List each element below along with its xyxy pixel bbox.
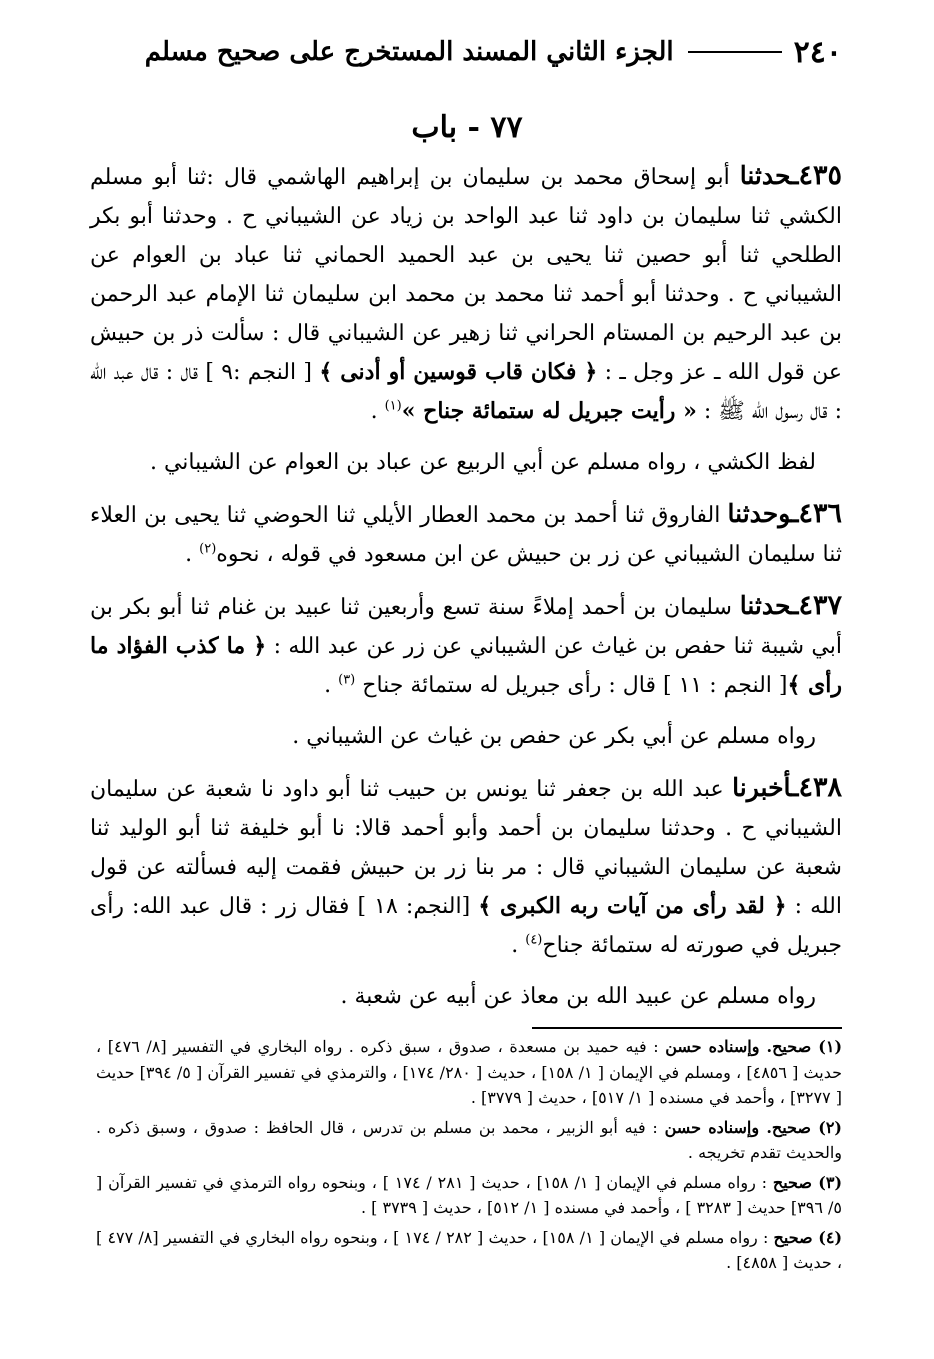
footnote-grade: صحيح: [772, 1172, 819, 1192]
footnote-text: : فيه أبو الزبير ، محمد بن مسلم بن تدرس ، قال الحافظ : صدوق ، وسبق ذكره . والحديث تقدم تخريجه .: [96, 1117, 842, 1162]
narration-word: ـأخبرنا: [732, 773, 799, 802]
page-number: ٢٤٠: [793, 34, 842, 70]
prophetic-quote: « رأيت جبريل له ستمائة جناح »: [401, 398, 697, 424]
quran-verse: ﴿ لقد رأى من آيات ربه الكبرى ﴾: [478, 893, 787, 919]
footnote-mark: (٣): [818, 1172, 843, 1192]
running-title: الجزء الثاني المسند المستخرج على صحيح مسلم: [144, 37, 674, 67]
chapter-title: ٧٧ - باب: [411, 110, 523, 145]
main-text: [90, 156, 842, 1028]
footnote-mark: (١): [818, 1037, 843, 1056]
header-rule: [688, 51, 782, 53]
hadith-number: ٤٣٦: [798, 498, 842, 529]
hadith-438: [90, 768, 842, 965]
reference-text: [ النجم :٩ ] قال : قال عبد الله : قال رسول الله ﷺ :: [90, 360, 842, 424]
footnote-marker[interactable]: (٢): [199, 541, 217, 557]
hadith-number: ٤٣٥: [798, 160, 842, 191]
end-mark: .: [511, 933, 526, 958]
footnote-marker[interactable]: (٣): [338, 672, 356, 688]
footnote-grade: صحيح. وإسناده حسن: [665, 1037, 819, 1056]
isnad-text: الفاروق ثنا أحمد بن محمد العطار الأيلي ثنا الحوضي ثنا يحيى بن العلاء ثنا سليمان الشيباني عن زر بن حبيش عن ابن مسعود في قوله ، نحوه: [90, 503, 842, 567]
reference-text: [ النجم : ١١ ] قال : رأى جبريل له ستمائة جناح: [355, 673, 788, 698]
note-438: رواه مسلم عن عبيد الله بن معاذ عن أبيه عن شعبة .: [340, 984, 816, 1009]
footnote-separator: [532, 1027, 842, 1029]
footnote-grade: صحيح. وإسناده حسن: [664, 1117, 819, 1137]
footnote-3: [96, 1170, 842, 1221]
isnad-text: أبو إسحاق محمد بن سليمان بن إبراهيم الهاشمي قال :ثنا أبو مسلم الكشي ثنا سليمان بن داود ثنا عبد الواحد بن زياد عن الشيباني ح . وحدثنا أبو بكر الطلحي ثنا أبو حصين ثنا يحيى بن عبد الحميد الحماني ثنا عباد بن العوام عن الشيباني ح . وحدثنا أبو أحمد ثنا محمد بن محمد ابن سليمان ثنا الإمام عبد الرحمن بن عبد الرحيم بن المستام الحراني ثنا زهير عن الشيباني قال : سألت ذر بن حبيش عن قول الله ـ عز وجل ـ :: [90, 165, 842, 385]
footnote-4: [96, 1225, 842, 1276]
footnote-marker[interactable]: (١): [384, 398, 402, 414]
note-437: رواه مسلم عن أبي بكر عن حفص بن غياث عن الشيباني .: [292, 724, 816, 749]
footnote-mark: (٤): [818, 1227, 843, 1247]
isnad-text: سليمان بن أحمد إملاءً سنة تسع وأربعين ثنا عبيد بن غنام ثنا أبو بكر بن أبي شيبة ثنا حفص بن غياث عن الشيباني عن زر عن عبد الله :: [90, 595, 843, 659]
quran-verse: ﴿ ما كذب الفؤاد ما رأى ﴾: [90, 633, 842, 698]
footnote-text: : رواه مسلم في الإيمان [ ١/ ١٥٨] ، حديث [ ٢٨٢ / ١٧٤ ] ، وبنحوه رواه البخاري في التفسير [٨/ ٤٧٧ ] ، حديث [ ٤٨٥٨] .: [96, 1227, 842, 1272]
hadith-number: ٤٣٨: [798, 772, 842, 803]
footnote-text: : رواه مسلم في الإيمان [ ١/ ١٥٨] ، حديث [ ٢٨١ / ١٧٤ ] ، وبنحوه رواه الترمذي في تفسير القرآن [ ٥/ ٣٩٦] حديث [ ٣٢٨٣ ] ، وأحمد في مسنده [ ١/ ٥١٢] ، حديث [ ٣٧٣٩ ] .: [96, 1172, 842, 1217]
hadith-436: [90, 494, 842, 574]
narration-word: ـوحدثنا: [727, 499, 799, 528]
footnote-marker[interactable]: (٤): [525, 932, 543, 948]
footnote-grade: صحيح: [773, 1227, 819, 1247]
hadith-number: ٤٣٧: [798, 590, 842, 621]
end-mark: .: [370, 399, 385, 424]
footnotes: [96, 1034, 842, 1280]
narration-word: ـحدثنا: [739, 591, 799, 620]
hadith-437: [90, 586, 842, 705]
narration-word: ـحدثنا: [739, 161, 799, 190]
reference-text: [النجم: ١٨ ] فقال زر : قال عبد الله: رأى جبريل في صورته له ستمائة جناح: [90, 894, 842, 958]
end-mark: .: [324, 673, 339, 698]
footnote-text: : فيه حميد بن مسعدة ، صدوق ، سبق ذكره . رواه البخاري في التفسير [٨/ ٤٧٦] ، حديث [ ٤٨٥٦] ، ومسلم في الإيمان [ ١/ ١٥٨] ، حديث [ ٢٨٠/ ١٧٤] ، والترمذي في تفسير القرآن [ ٥/ ٣٩٤] حديث [ ٣٢٧٧] ، وأحمد في مسنده [ ١/ ٥١٧] ، حديث [ ٣٧٧٩] .: [96, 1037, 843, 1107]
isnad-text: عبد الله بن جعفر ثنا يونس بن حبيب ثنا أبو داود نا شعبة عن سليمان الشيباني ح . وحدثنا سليمان بن أحمد وأبو أحمد قالا: نا أبو خليفة ثنا أبو الوليد ثنا شعبة عن سليمان الشيباني قال : مر بنا زر بن حبيش فقمت إليه فسألته عن قول الله :: [90, 777, 842, 919]
quran-verse: ﴿ فكان قاب قوسين أو أدنى ﴾: [319, 359, 598, 385]
footnote-1: [96, 1034, 842, 1111]
hadith-435: [90, 156, 842, 431]
page-header: [58, 30, 842, 74]
footnote-2: [96, 1115, 842, 1166]
footnote-mark: (٢): [818, 1117, 842, 1137]
note-435: لفظ الكشي ، رواه مسلم عن أبي الربيع عن عباد بن العوام عن الشيباني .: [149, 450, 816, 475]
end-mark: .: [185, 542, 200, 567]
